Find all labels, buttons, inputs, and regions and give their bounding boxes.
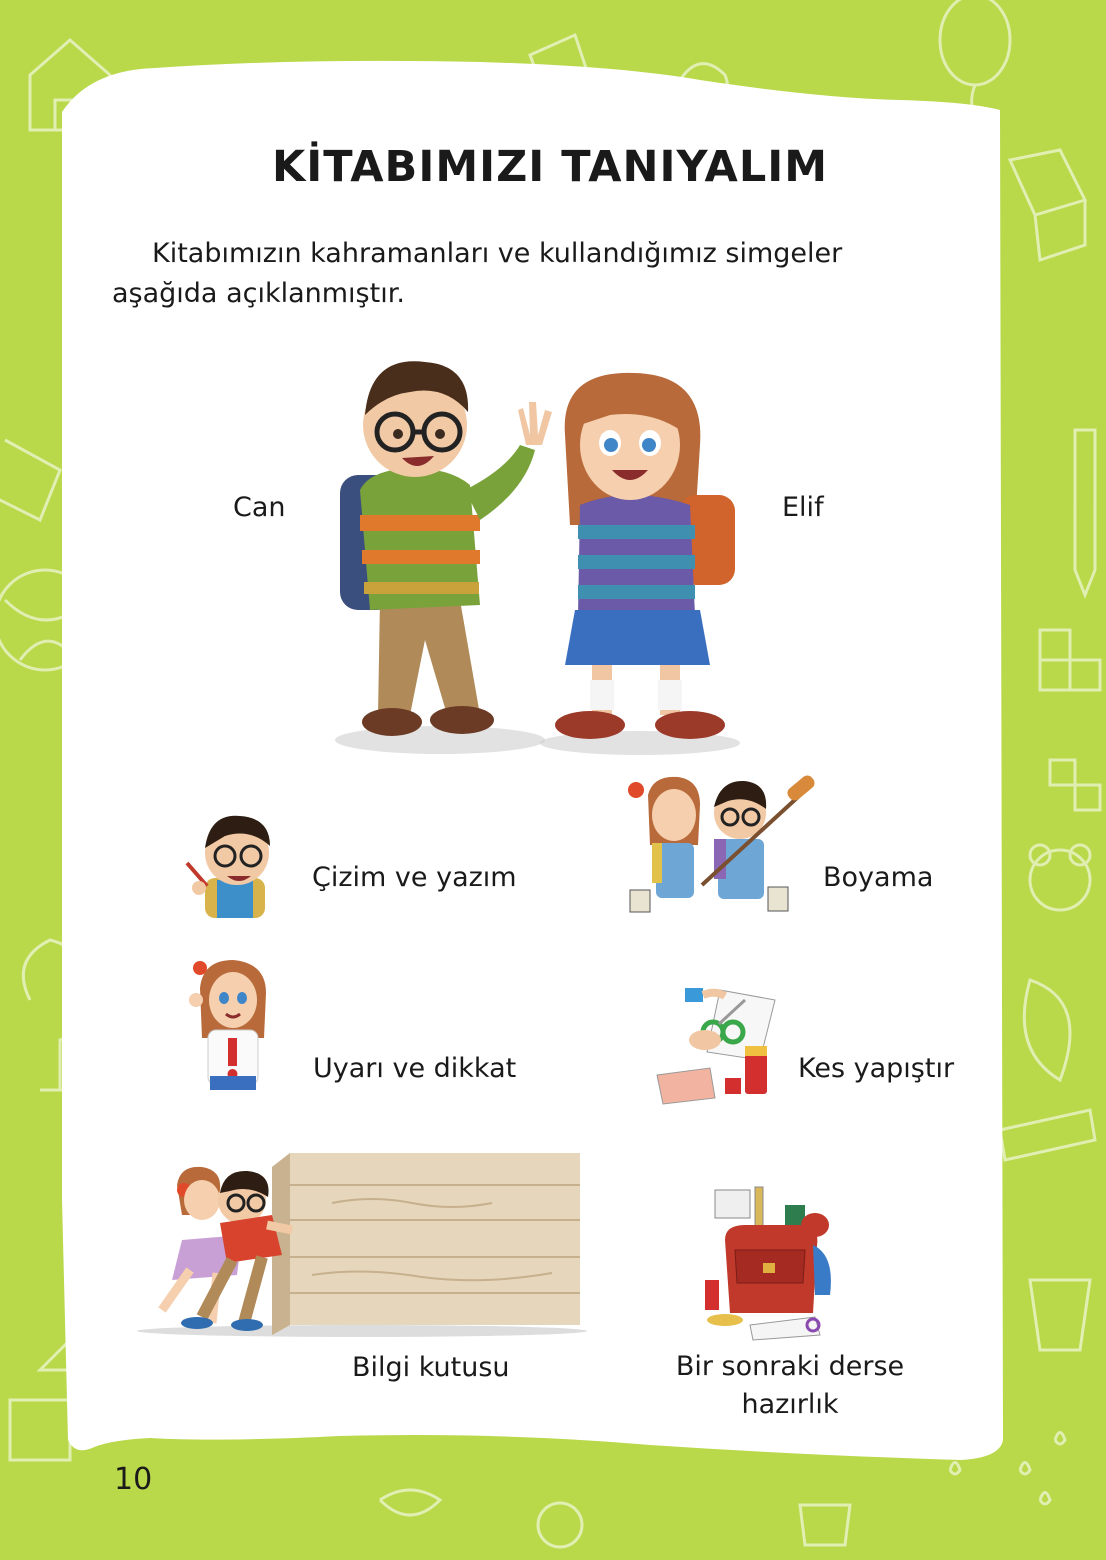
page-title: KİTABIMIZI TANIYALIM bbox=[271, 142, 829, 192]
drawing-writing-label: Çizim ve yazım bbox=[312, 862, 517, 893]
page-number: 10 bbox=[114, 1462, 153, 1497]
elif-character-illustration bbox=[530, 365, 745, 760]
warning-icon bbox=[188, 958, 273, 1098]
school-bag-icon bbox=[695, 1185, 840, 1345]
cut-paste-label: Kes yapıştır bbox=[798, 1053, 955, 1084]
can-label: Can bbox=[233, 492, 286, 523]
intro-paragraph: Kitabımızın kahramanları ve kullandığımız simgeler aşağıda açıklanmıştır. bbox=[112, 238, 843, 309]
warning-label: Uyarı ve dikkat bbox=[313, 1053, 517, 1084]
drawing-writing-icon bbox=[185, 808, 280, 918]
painting-label: Boyama bbox=[823, 862, 934, 893]
can-character-illustration bbox=[330, 350, 560, 760]
elif-label: Elif bbox=[782, 492, 824, 523]
painting-icon bbox=[628, 775, 818, 915]
info-box-label: Bilgi kutusu bbox=[352, 1352, 510, 1383]
next-lesson-label: Bir sonraki derse hazırlık bbox=[675, 1351, 905, 1420]
info-box-illustration bbox=[132, 1145, 592, 1340]
cut-paste-icon bbox=[655, 980, 780, 1105]
